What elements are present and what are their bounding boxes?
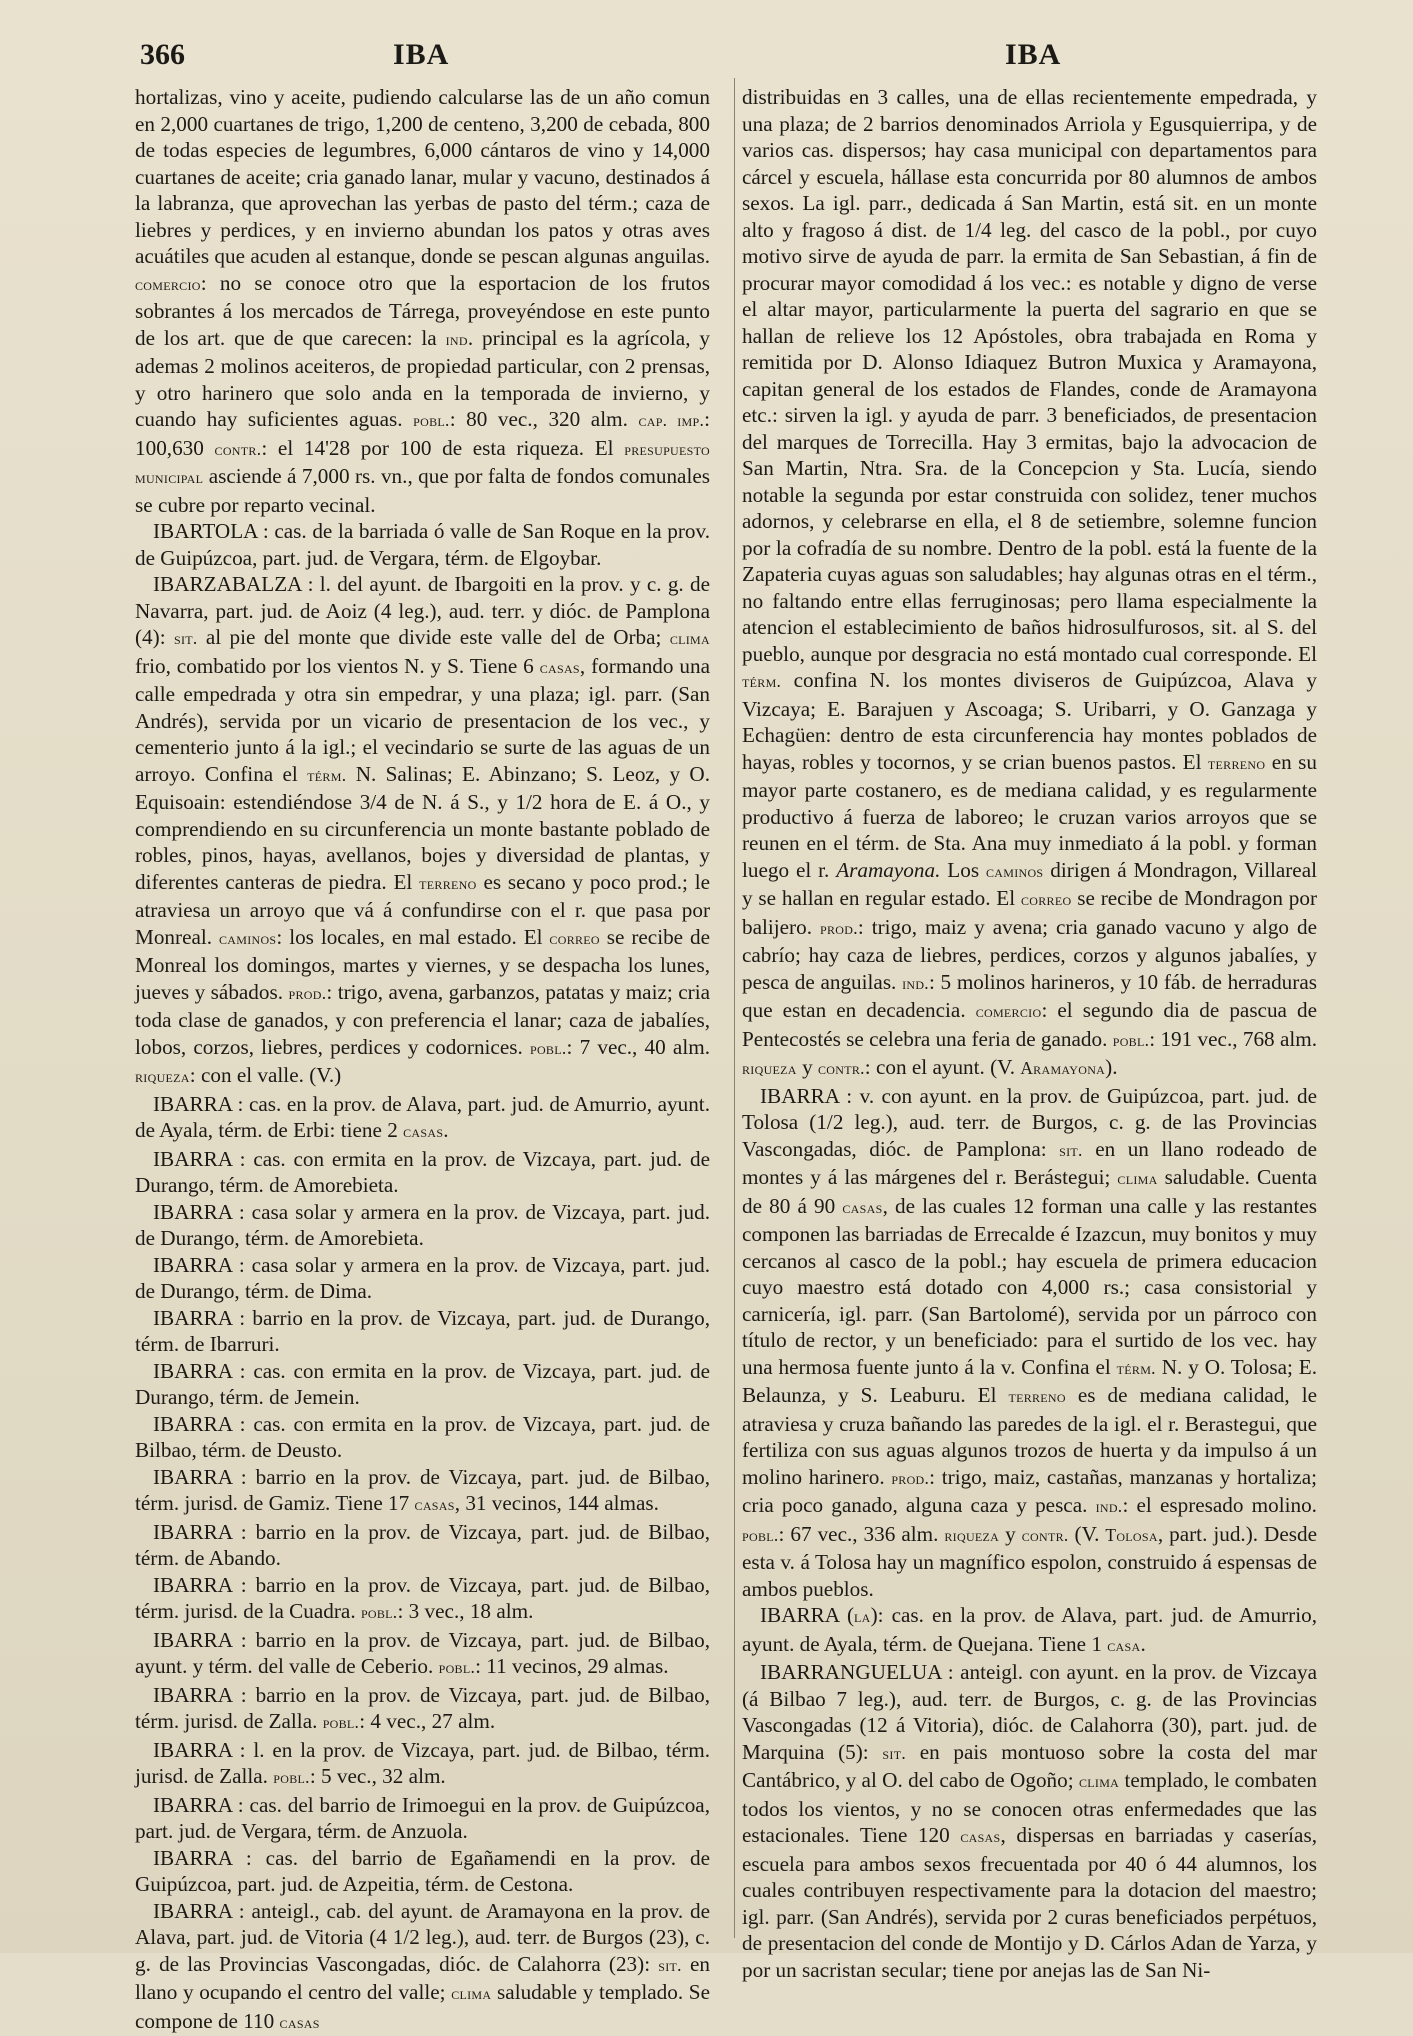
text-run: en un llano rodeado de montes y á las márgenes del r. Berástegui; bbox=[742, 1137, 1317, 1190]
small-caps-abbreviation: presupuesto municipal bbox=[135, 440, 710, 488]
dictionary-entry bbox=[135, 1464, 710, 1519]
text-run: . bbox=[1140, 1632, 1145, 1656]
continued-text bbox=[742, 84, 1317, 1083]
small-caps-abbreviation: riqueza bbox=[742, 1059, 797, 1078]
small-caps-abbreviation: casas bbox=[403, 1122, 443, 1141]
page-number: 366 bbox=[140, 38, 185, 72]
text-run: frio, combatido por los vientos N. y S. Tiene 6 bbox=[135, 654, 540, 678]
text-run: : los locales, en mal estado. El bbox=[276, 925, 549, 949]
small-caps-abbreviation: contr. bbox=[215, 440, 262, 459]
text-run: IBARRA : l. en la prov. de Vizcaya, part. jud. de Bilbao, térm. jurisd. de Zalla. bbox=[135, 1738, 710, 1789]
small-caps-abbreviation: Aramayona bbox=[1020, 1059, 1105, 1078]
text-run: : 80 vec., 320 alm. bbox=[450, 407, 639, 431]
text-run: IBARZABALZA : l. del ayunt. de Ibargoiti en la prov. y c. g. de Navarra, part. jud. de Aoiz (4 leg.), aud. terr. y dióc. de Pamplona (4): bbox=[135, 572, 710, 649]
small-caps-abbreviation: ind. bbox=[902, 974, 929, 993]
dictionary-entry bbox=[135, 1898, 710, 2036]
small-caps-abbreviation: Tolosa bbox=[1105, 1526, 1157, 1545]
text-run: IBARRA : barrio en la prov. de Vizcaya, part. jud. de Durango, térm. de Ibarruri. bbox=[135, 1306, 710, 1357]
left-column bbox=[135, 84, 710, 1944]
text-run: IBARRA : casa solar y armera en la prov. de Vizcaya, part. jud. de Durango, térm. de Dima. bbox=[135, 1253, 710, 1304]
small-caps-abbreviation: clima bbox=[670, 629, 710, 648]
text-run: , 31 vecinos, 144 almas. bbox=[455, 1491, 659, 1515]
text-run: IBARRA ( bbox=[760, 1603, 854, 1627]
small-caps-abbreviation: casas bbox=[842, 1198, 882, 1217]
dictionary-entry bbox=[135, 1627, 710, 1682]
text-run: es secano y poco prod.; le atraviesa un arroyo que vá á confundirse con el r. que pasa por Monreal. bbox=[135, 870, 710, 949]
small-caps-abbreviation: casas bbox=[540, 658, 580, 677]
text-run: : trigo, avena, garbanzos, patatas y maiz; cria toda clase de ganados, y con preferencia el lanar; caza de jabalíes, lobos, corzos, liebres, perdices y codornices. bbox=[135, 980, 710, 1059]
text-run: IBARRA : barrio en la prov. de Vizcaya, part. jud. de Bilbao, ayunt. y térm. del valle de Ceberio. bbox=[135, 1628, 710, 1679]
small-caps-abbreviation: ind. bbox=[1096, 1497, 1123, 1516]
text-run: : trigo, maiz y avena; cria ganado vacuno y algo de cabrío; hay caza de liebres, perdices, corzos y algunos jabalíes, y pesca de anguilas. bbox=[742, 915, 1317, 994]
small-caps-abbreviation: pobl. bbox=[742, 1526, 779, 1545]
small-caps-abbreviation: la bbox=[854, 1607, 871, 1626]
text-run: : el 14'28 por 100 de esta riqueza. El bbox=[261, 436, 624, 460]
dictionary-entry bbox=[135, 1845, 710, 1898]
text-run: , part. jud.). Desde esta v. á Tolosa hay un magnífico espolon, construido á espensas de ambos pueblos. bbox=[742, 1522, 1317, 1601]
dictionary-entry bbox=[135, 1358, 710, 1411]
small-caps-abbreviation: casas bbox=[960, 1827, 1000, 1846]
running-head-right: IBA bbox=[1005, 38, 1061, 72]
text-run: (V. bbox=[1069, 1522, 1106, 1546]
text-run: distribuidas en 3 calles, una de ellas recientemente empedrada, y una plaza; de 2 barrios denominados Arriola y Egusquierripa, y de varios cas. dispersos; hay casa municipal con departamentos para cárcel y escuela, hállase esta concurrida por 80 alumnos de ambos sexos. La igl. parr., dedicada á San Martin, está sit. en un monte alto y fragoso á dist. de 1/4 leg. del casco de la pobl., por cuyo motivo sirve de ayuda de parr. la ermita de San Sebastian, á fin de procurar mayor comodidad á los vec.: es notable y digno de verse el altar mayor, particularmente la puerta del sagrario en que se hallan de relieve los 12 Apóstoles, obra trabajada en Roma y remitida por D. Alonso Idiaquez Butron Muxica y Aramayona, capitan general de los estados de Flandes, conde de Aramayona etc.: sirven la igl. y ayuda de parr. 3 beneficiados, de presentacion del marques de Torrecilla. Hay 3 ermitas, bajo la advocacion de San Martin, Ntra. Sra. de la Concepcion y Sta. Lucía, siendo notable la segunda por estar construida con solidez, tener muchos adornos, y celebrarse en ella, el 8 de setiembre, solemne funcion por la cofradía de su nombre. Dentro de la pobl. está la fuente de la Zapateria cuyas aguas son saludables; hay algunas otras en el térm., no faltando entre ellas ferruginosas; pero llama especialmente la atencion el establecimiento de baños hidrosulfurosos, sit. al S. del pueblo, aunque por desgracia no está montado cual corresponde. El bbox=[742, 85, 1317, 666]
text-run: , dispersas en barriadas y caserías, escuela para ambos sexos frecuentada por 40 ó 44 alumnos, los cuales contribuyen respectivamente para la dotacion del maestro; igl. parr. (San Andrés), servida por 2 curas beneficiados perpétuos, de presentacion del conde de Montijo y D. Cárlos Adan de Yarza, y por un sacristan secular; tiene por anejas las de San Ni- bbox=[742, 1823, 1317, 1982]
small-caps-abbreviation: terreno bbox=[1008, 1387, 1065, 1406]
text-run: IBARRA : barrio en la prov. de Vizcaya, part. jud. de Bilbao, térm. jurisd. de la Cuadra. bbox=[135, 1573, 710, 1624]
text-run: es de mediana calidad, le atraviesa y cruza bañando las paredes de la igl. el r. Berastegui, que fertiliza con sus aguas algunos trozos de huerta y da impulso á un molino harinero. bbox=[742, 1383, 1317, 1489]
dictionary-entry bbox=[135, 1411, 710, 1464]
dictionary-entry bbox=[742, 1083, 1317, 1603]
small-caps-abbreviation: pobl. bbox=[323, 1713, 360, 1732]
text-run: ). bbox=[1105, 1055, 1117, 1079]
small-caps-abbreviation: térm. bbox=[307, 766, 346, 785]
text-run: IBARRA : cas. con ermita en la prov. de Vizcaya, part. jud. de Bilbao, térm. de Deusto. bbox=[135, 1412, 710, 1463]
text-run: : no se conoce otro que la esportacion de los frutos sobrantes á los mercados de Tárrega, proveyéndose en este punto de los art. que de que carecen: la bbox=[135, 271, 710, 350]
small-caps-abbreviation: correo bbox=[1021, 890, 1071, 909]
small-caps-abbreviation: casa bbox=[1107, 1636, 1140, 1655]
text-run: templado, le combaten todos los vientos, y no se conocen otras enfermedades que las estacionales. Tiene 120 bbox=[742, 1768, 1317, 1847]
text-run: asciende á 7,000 rs. vn., que por falta de fondos comunales se cubre por reparto vecinal. bbox=[135, 464, 710, 517]
text-run: IBARRA : v. con ayunt. en la prov. de Guipúzcoa, part. jud. de Tolosa (1/2 leg.), aud. terr. de Burgos, c. g. de las Provincias Vascongadas, dióc. de Pamplona: bbox=[742, 1084, 1317, 1161]
text-run: en llano y ocupando el centro del valle; bbox=[135, 1952, 710, 2005]
text-run: ): cas. en la prov. de Alava, part. jud. de Amurrio, ayunt. de Ayala, térm. de Quejana. Tiene 1 bbox=[742, 1603, 1317, 1656]
text-run: se recibe de Mondragon por balijero. bbox=[742, 886, 1317, 939]
small-caps-abbreviation: sit. bbox=[658, 1956, 682, 1975]
text-run: : trigo, maiz, castañas, manzanas y hortaliza; cria poco ganado, alguna caza y pesca. bbox=[742, 1465, 1317, 1518]
text-run: : 4 vec., 27 alm. bbox=[359, 1709, 495, 1733]
text-run: hortalizas, vino y aceite, pudiendo calcularse las de un año comun en 2,000 cuartanes de trigo, 1,200 de centeno, 3,200 de cebada, 800 de todas especies de legumbres, 6,000 cántaros de vino y 14,000 cuartanes de aceite; cria ganado lanar, mular y vacuno, destinados á la labranza, que aprovechan las yerbas de pasto del térm.; caza de liebres y perdices, y en invierno abundan los patos y otras aves acuátiles que acuden al estanque, donde se pescan algunas anguilas. bbox=[135, 85, 710, 268]
text-run: en su mayor parte costanero, es de mediana calidad, y es regularmente productivo á fuerza de laboreo; le cruzan varios arroyos que se reunen en el térm. de Sta. Ana muy inmediato á la pobl. y forman luego el r. bbox=[742, 750, 1317, 882]
text-run: confina N. los montes diviseros de Guipúzcoa, Alava y Vizcaya; E. Barajuen y Ascoaga; S. Uribarri, y O. Ganzaga y Echagüen: dentro de esta circunferencia hay montes poblados de hayas, robles y tocornos, y se crian buenos pastos. El bbox=[742, 668, 1317, 774]
text-run: : 11 vecinos, 29 almas. bbox=[475, 1654, 668, 1678]
text-run: saludable y templado. Se compone de 110 bbox=[135, 1980, 710, 2033]
small-caps-abbreviation: pobl. bbox=[273, 1768, 310, 1787]
text-run: en pais montuoso sobre la costa del mar Cantábrico, y al O. del cabo de Ogoño; bbox=[742, 1740, 1317, 1793]
small-caps-abbreviation: casas bbox=[415, 1495, 455, 1514]
text-run: : el espresado molino. bbox=[1122, 1493, 1317, 1517]
small-caps-abbreviation: terreno bbox=[1208, 754, 1265, 773]
text-run: : con el valle. (V.) bbox=[190, 1063, 341, 1087]
text-run: : 67 vec., 336 alm. bbox=[779, 1522, 945, 1546]
text-run: N. y O. Tolosa; E. Belaunza, y S. Leaburu. El bbox=[742, 1355, 1317, 1408]
text-run: : 7 vec., 40 alm. bbox=[567, 1035, 711, 1059]
small-caps-abbreviation: cap. imp. bbox=[638, 411, 704, 430]
small-caps-abbreviation: sit. bbox=[882, 1744, 906, 1763]
small-caps-abbreviation: prod. bbox=[820, 919, 858, 938]
small-caps-abbreviation: prod. bbox=[891, 1469, 929, 1488]
small-caps-abbreviation: clima bbox=[1117, 1169, 1157, 1188]
dictionary-entry bbox=[135, 1737, 710, 1792]
right-column bbox=[742, 84, 1317, 1944]
text-run: . principal es la agrícola, y ademas 2 molinos aceiteros, de propiedad particular, con 2 prensas, y otro harinero que solo anda en la temporada de invierno, y cuando hay suficientes aguas. bbox=[135, 326, 710, 432]
text-run: : 3 vec., 18 alm. bbox=[397, 1599, 533, 1623]
small-caps-abbreviation: comercio bbox=[135, 275, 201, 294]
small-caps-abbreviation: contr. bbox=[1022, 1526, 1069, 1545]
text-run: IBARRA : cas. en la prov. de Alava, part. jud. de Amurrio, ayunt. de Ayala, térm. de Erbi: tiene 2 bbox=[135, 1092, 710, 1143]
dictionary-entry bbox=[135, 518, 710, 571]
text-run: , formando una calle empedrada y otra sin empedrar, y una plaza; igl. parr. (San Andrés), servida por un vicario de presentacion de los vec., y cementerio junto á la igl.; el vecindario se surte de las aguas de un arroyo. Confina el bbox=[135, 654, 710, 786]
small-caps-abbreviation: riqueza bbox=[944, 1526, 999, 1545]
small-caps-abbreviation: pobl. bbox=[530, 1039, 567, 1058]
dictionary-entry bbox=[135, 1091, 710, 1146]
small-caps-abbreviation: correo bbox=[549, 929, 599, 948]
dictionary-entry bbox=[135, 1682, 710, 1737]
dictionary-entry bbox=[135, 1572, 710, 1627]
running-head-left: IBA bbox=[393, 38, 449, 72]
text-run: . bbox=[443, 1118, 448, 1142]
text-run: IBARRANGUELUA : anteigl. con ayunt. en la prov. de Vizcaya (á Bilbao 7 leg.), aud. terr. de Burgos, c. g. de las Provincias Vascongadas (12 á Vitoria), dióc. de Calahorra (30), part. jud. de Marquina (5): bbox=[742, 1660, 1317, 1764]
column-divider bbox=[734, 78, 735, 1938]
text-run: : 191 vec., 768 alm. bbox=[1149, 1027, 1317, 1051]
text-run: IBARRA : casa solar y armera en la prov. de Vizcaya, part. jud. de Durango, térm. de Amorebieta. bbox=[135, 1200, 710, 1251]
dictionary-entry bbox=[742, 1602, 1317, 1659]
small-caps-abbreviation: clima bbox=[451, 1984, 491, 2003]
small-caps-abbreviation: casas bbox=[280, 2013, 320, 2032]
small-caps-abbreviation: contr. bbox=[818, 1059, 865, 1078]
small-caps-abbreviation: pobl. bbox=[361, 1603, 398, 1622]
text-run: IBARRA : barrio en la prov. de Vizcaya, part. jud. de Bilbao, térm. jurisd. de Zalla. bbox=[135, 1683, 710, 1734]
text-run: : el segundo dia de pascua de Pentecostés se celebra una feria de ganado. bbox=[742, 998, 1317, 1051]
text-run: IBARRA : cas. con ermita en la prov. de Vizcaya, part. jud. de Durango, térm. de Jemein. bbox=[135, 1359, 710, 1410]
small-caps-abbreviation: riqueza bbox=[135, 1067, 190, 1086]
dictionary-entry bbox=[742, 1659, 1317, 1983]
small-caps-abbreviation: sit. bbox=[1059, 1141, 1083, 1160]
text-run: dirigen á Mondragon, Villareal y se hallan en regular estado. El bbox=[742, 858, 1317, 911]
small-caps-abbreviation: térm. bbox=[1117, 1359, 1156, 1378]
small-caps-abbreviation: ind bbox=[446, 330, 468, 349]
text-run: Los bbox=[940, 858, 986, 882]
dictionary-entry bbox=[135, 1146, 710, 1199]
text-run: : con el ayunt. (V. bbox=[865, 1055, 1021, 1079]
continued-text bbox=[135, 84, 710, 518]
text-run: : 100,630 bbox=[135, 407, 710, 460]
italic-text: Aramayona. bbox=[836, 858, 940, 882]
text-run: IBARRA : barrio en la prov. de Vizcaya, part. jud. de Bilbao, térm. de Abando. bbox=[135, 1520, 710, 1571]
text-run: , de las cuales 12 forman una calle y las restantes componen las barriadas de Errecalde é Izazcun, muy bonitos y muy cercanos al casco de la pobl.; hay escuela de primera educacion cuyo maestro está dotado con 4,000 rs.; casa consistorial y carnicería, igl. parr. (San Bartolomé), servida por un párroco con título de rector, y un beneficiado: para el surtido de los vec. hay una hermosa fuente junto á la v. Confina el bbox=[742, 1194, 1317, 1379]
text-run: y bbox=[999, 1522, 1022, 1546]
small-caps-abbreviation: térm. bbox=[742, 672, 781, 691]
text-run: : 5 molinos harineros, y 10 fáb. de herraduras que estan en decadencia. bbox=[742, 970, 1317, 1023]
small-caps-abbreviation: caminos bbox=[219, 929, 276, 948]
text-run: IBARRA : cas. con ermita en la prov. de Vizcaya, part. jud. de Durango, térm. de Amorebieta. bbox=[135, 1147, 710, 1198]
small-caps-abbreviation: terreno bbox=[419, 874, 476, 893]
small-caps-abbreviation: prod. bbox=[289, 984, 327, 1003]
text-run: se recibe de Monreal los domingos, martes y viernes, y se despacha los lunes, jueves y sábados. bbox=[135, 925, 710, 1004]
text-run: N. Salinas; E. Abinzano; S. Leoz, y O. Equisoain: estendiéndose 3/4 de N. á S., y 1/2 hora de E. á O., y comprendiendo en su circunferencia un monte bastante poblado de robles, pinos, hayas, avellanos, bojes y diversidad de plantas, y diferentes canteras de piedra. El bbox=[135, 762, 710, 894]
small-caps-abbreviation: comercio bbox=[976, 1002, 1042, 1021]
text-run: IBARRA : anteigl., cab. del ayunt. de Aramayona en la prov. de Alava, part. jud. de Vitoria (4 1/2 leg.), aud. terr. de Burgos (23), c. g. de las Provincias Vascongadas, dióc. de Calahorra (23): bbox=[135, 1899, 710, 1976]
text-run: IBARRA : barrio en la prov. de Vizcaya, part. jud. de Bilbao, térm. jurisd. de Gamiz. Tiene 17 bbox=[135, 1465, 710, 1516]
small-caps-abbreviation: pobl. bbox=[1113, 1031, 1150, 1050]
small-caps-abbreviation: sit. bbox=[174, 629, 198, 648]
dictionary-entry bbox=[135, 1792, 710, 1845]
text-run: IBARTOLA : cas. de la barriada ó valle de San Roque en la prov. de Guipúzcoa, part. jud. de Vergara, térm. de Elgoybar. bbox=[135, 519, 710, 570]
small-caps-abbreviation: pobl. bbox=[439, 1658, 476, 1677]
text-run: al pie del monte que divide este valle del de Orba; bbox=[198, 625, 670, 649]
text-run: : 5 vec., 32 alm. bbox=[310, 1764, 446, 1788]
small-caps-abbreviation: caminos bbox=[986, 862, 1043, 881]
dictionary-entry bbox=[135, 1252, 710, 1305]
dictionary-entry bbox=[135, 1199, 710, 1252]
dictionary-entry bbox=[135, 1305, 710, 1358]
dictionary-entry bbox=[135, 1519, 710, 1572]
small-caps-abbreviation: pobl. bbox=[413, 411, 450, 430]
text-run: IBARRA : cas. del barrio de Irimoegui en la prov. de Guipúzcoa, part. jud. de Vergara, térm. de Anzuola. bbox=[135, 1793, 710, 1844]
text-run: IBARRA : cas. del barrio de Egañamendi en la prov. de Guipúzcoa, part. jud. de Azpeitia, térm. de Cestona. bbox=[135, 1846, 710, 1897]
text-run: y bbox=[797, 1055, 818, 1079]
dictionary-entry bbox=[135, 571, 710, 1091]
small-caps-abbreviation: clima bbox=[1079, 1772, 1119, 1791]
text-run: saludable. Cuenta de 80 á 90 bbox=[742, 1165, 1317, 1218]
